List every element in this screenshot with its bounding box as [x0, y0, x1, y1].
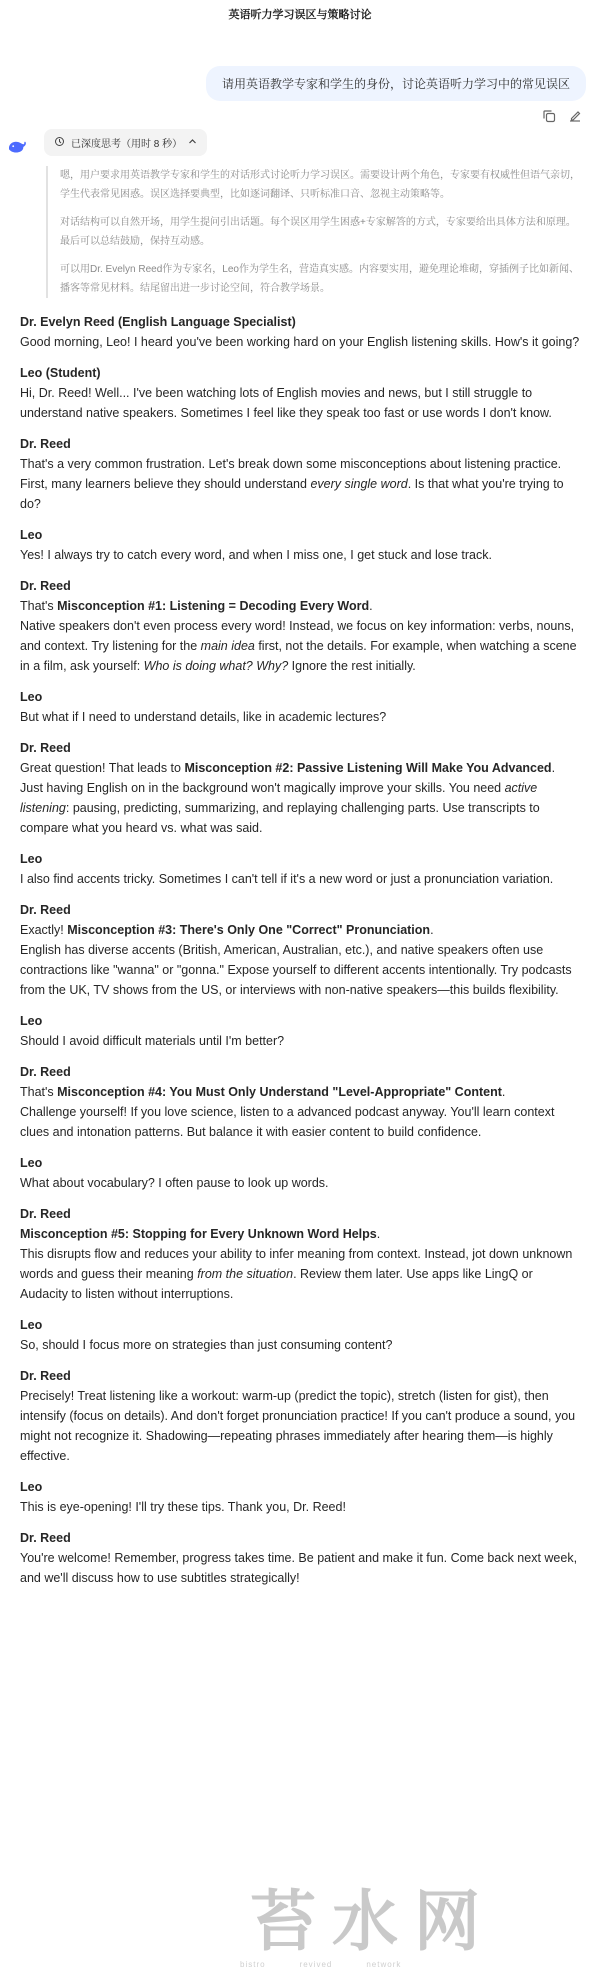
dialogue-line — [20, 383, 582, 423]
speaker-name: Leo — [20, 1014, 43, 1028]
line-text: What about vocabulary? I often pause to look up words. — [20, 1176, 329, 1190]
assistant-message — [0, 123, 600, 1588]
line-text: : pausing, predicting, summarizing, and replaying challenging parts. Use transcripts to compare what you heard vs. what was said. — [20, 801, 540, 835]
misconception-heading: Misconception #4: You Must Only Understand "Level-Appropriate" Content — [57, 1085, 502, 1099]
user-message-actions — [0, 101, 600, 123]
dialogue-line — [20, 454, 582, 514]
emphasis-text: active listening — [20, 781, 538, 815]
line-text: . — [376, 1227, 381, 1241]
line-text: Should I avoid difficult materials until I'm better? — [20, 1034, 285, 1048]
line-text: That's — [20, 1085, 58, 1099]
dialogue-line — [20, 545, 582, 565]
dialogue-line — [20, 332, 582, 352]
watermark-caption-text: network — [366, 1960, 402, 1969]
misconception-heading: Misconception #2: Passive Listening Will Make You Advanced — [184, 761, 552, 775]
dialogue-line — [20, 1102, 582, 1142]
line-text: Hi, Dr. Reed! Well... I've been watching lots of English movies and news, but I still struggle to understand native speakers. Sometimes I feel like they speak too fast or use words I don't know. — [20, 386, 552, 420]
dialogue-turn — [20, 1477, 582, 1517]
line-text: . — [501, 1085, 506, 1099]
speaker-name: Leo — [20, 1156, 43, 1170]
line-text: . Review them later. Use apps like LingQ or Audacity to listen without interruptions. — [20, 1267, 533, 1301]
dialogue-turn — [20, 312, 582, 352]
thinking-label: 已深度思考（用时 8 秒） — [71, 139, 183, 150]
line-text: This is eye-opening! I'll try these tips. Thank you, Dr. Reed! — [20, 1500, 346, 1514]
thinking-icon — [54, 136, 65, 150]
copy-icon[interactable] — [542, 109, 556, 123]
dialogue-turn — [20, 687, 582, 727]
emphasis-text: main idea — [200, 639, 255, 653]
speaker-name: Dr. Evelyn Reed (English Language Specialist) — [20, 315, 296, 329]
line-text: So, should I focus more on strategies than just consuming content? — [20, 1338, 393, 1352]
dialogue-line — [20, 596, 582, 616]
speaker-name: Leo — [20, 1318, 43, 1332]
speaker-name: Dr. Reed — [20, 1369, 71, 1383]
dialogue-turn — [20, 525, 582, 565]
line-text: This disrupts flow and reduces your ability to infer meaning from context. Instead, jot down unknown words and guess their meaning — [20, 1247, 573, 1281]
dialogue-line — [20, 940, 582, 1000]
line-text: Just having English on in the background won't magically improve your skills. You need — [20, 781, 505, 795]
dialogue-line — [20, 1031, 582, 1051]
dialogue-line — [20, 1497, 582, 1517]
dialogue-line — [20, 1244, 582, 1304]
user-message-bubble: 请用英语教学专家和学生的身份，讨论英语听力学习中的常见误区 — [206, 66, 586, 101]
speaker-name: Dr. Reed — [20, 741, 71, 755]
speaker-name: Leo — [20, 1480, 43, 1494]
line-text: . — [551, 761, 556, 775]
line-text: That's a very common frustration. Let's break down some misconceptions about listening practice. First, many learners believe they should understand — [20, 457, 562, 491]
line-text: Exactly! — [20, 923, 68, 937]
dialogue-line — [20, 758, 582, 778]
thinking-paragraph: 对话结构可以自然开场，用学生提问引出话题。每个误区用学生困惑+专家解答的方式，专家要给出具体方法和原理。最后可以总结鼓励，保持互动感。 — [60, 217, 576, 247]
line-text: Great question! That leads to — [20, 761, 185, 775]
line-text: Ignore the rest initially. — [288, 659, 416, 673]
watermark-caption — [240, 1960, 401, 1969]
whale-icon — [6, 135, 28, 157]
speaker-name: Leo — [20, 852, 43, 866]
dialogue-turn — [20, 849, 582, 889]
line-text: Precisely! Treat listening like a workout: warm-up (predict the topic), stretch (listen for gist), then intensify (focus on details). And don't forget pronunciation practice! If you can't produce a sound, you might not recognize it. Shadowing—repeating phrases immediately after hearing them—is highly effective. — [20, 1389, 576, 1463]
line-text: first, not the details. For example, when watching a scene in a film, ask yourself: — [20, 639, 577, 673]
misconception-heading: Misconception #5: Stopping for Every Unknown Word Helps — [20, 1227, 377, 1241]
line-text: You're welcome! Remember, progress takes time. Be patient and make it fun. Come back next week, and we'll discuss how to use subtitles strategically! — [20, 1551, 578, 1585]
line-text: Good morning, Leo! I heard you've been working hard on your English listening skills. How's it going? — [20, 335, 580, 349]
dialogue-turn — [20, 434, 582, 514]
thinking-toggle[interactable] — [44, 129, 207, 156]
dialogue-turn — [20, 900, 582, 1000]
speaker-name: Leo — [20, 690, 43, 704]
emphasis-text: Who is doing what? Why? — [143, 659, 289, 673]
edit-icon[interactable] — [568, 109, 582, 123]
line-text: . — [369, 599, 373, 613]
line-text: Yes! I always try to catch every word, and when I miss one, I get stuck and lose track. — [20, 548, 492, 562]
dialogue-turn — [20, 1011, 582, 1051]
line-text: Challenge yourself! If you love science, listen to a advanced podcast anyway. You'll learn context clues and intonation patterns. But balance it with easier content to build confidence. — [20, 1105, 555, 1139]
speaker-name: Dr. Reed — [20, 579, 71, 593]
thinking-paragraph: 嗯，用户要求用英语教学专家和学生的对话形式讨论听力学习误区。需要设计两个角色，专家要有权威性但语气亲切，学生代表常见困惑。误区选择要典型，比如逐词翻译、只听标准口音、忽视主动策略等。 — [60, 170, 580, 200]
chevron-up-icon — [188, 137, 197, 149]
dialogue-turn — [20, 738, 582, 838]
speaker-name: Leo — [20, 528, 43, 542]
emphasis-text: every single word — [310, 477, 408, 491]
watermark-caption-text: revived — [299, 1960, 333, 1969]
line-text: . — [430, 923, 434, 937]
dialogue-turn — [20, 363, 582, 423]
dialogue-turn — [20, 1528, 582, 1588]
dialogue-turn — [20, 1315, 582, 1355]
site-watermark: 苔水网 — [250, 1883, 496, 1960]
dialogue-line — [20, 1224, 582, 1244]
dialogue-turn — [20, 576, 582, 676]
dialogue-line — [20, 1548, 582, 1588]
dialogue-content — [12, 312, 582, 1588]
thinking-paragraph: 可以用Dr. Evelyn Reed作为专家名，Leo作为学生名，营造真实感。内容要实用，避免理论堆砌，穿插例子比如新闻、播客等常见材料。结尾留出进一步讨论空间，符合教学场景。 — [60, 264, 579, 294]
line-text: I also find accents tricky. Sometimes I can't tell if it's a new word or just a pronunciation variation. — [20, 872, 554, 886]
misconception-heading: Misconception #3: There's Only One "Correct" Pronunciation — [67, 923, 431, 937]
dialogue-line — [20, 707, 582, 727]
speaker-name: Dr. Reed — [20, 1065, 71, 1079]
dialogue-turn — [20, 1062, 582, 1142]
speaker-name: Dr. Reed — [20, 903, 71, 917]
dialogue-line — [20, 616, 582, 676]
user-message-row — [0, 28, 600, 101]
speaker-name: Dr. Reed — [20, 1531, 71, 1545]
dialogue-line — [20, 1082, 582, 1102]
dialogue-line — [20, 1335, 582, 1355]
dialogue-line — [20, 1173, 582, 1193]
dialogue-line — [20, 1386, 582, 1466]
dialogue-turn — [20, 1153, 582, 1193]
dialogue-turn — [20, 1204, 582, 1304]
dialogue-line — [20, 869, 582, 889]
thinking-content — [46, 166, 582, 298]
chat-title: 英语听力学习误区与策略讨论 — [228, 9, 372, 21]
line-text: But what if I need to understand details, like in academic lectures? — [20, 710, 387, 724]
speaker-name: Dr. Reed — [20, 437, 71, 451]
misconception-heading: Misconception #1: Listening = Decoding Every Word — [57, 599, 370, 613]
line-text: Native speakers don't even process every word! Instead, we focus on key information: verbs, nouns, and context. Try listening for the — [20, 619, 575, 653]
line-text: English has diverse accents (British, American, Australian, etc.), and native speakers often use contractions like "wanna" or "gonna." Expose yourself to different accents intentionally. Try podcasts from the UK, TV shows from the US, or interviews with non-native speakers—this builds flexibility. — [20, 943, 572, 997]
line-text: That's — [20, 599, 58, 613]
dialogue-turn — [20, 1366, 582, 1466]
speaker-name: Dr. Reed — [20, 1207, 71, 1221]
line-text: . Is that what you're trying to do? — [20, 477, 564, 511]
speaker-name: Leo (Student) — [20, 366, 101, 380]
emphasis-text: from the situation — [197, 1267, 294, 1281]
dialogue-line — [20, 778, 582, 838]
watermark-caption-text: bistro — [240, 1960, 266, 1969]
dialogue-line — [20, 920, 582, 940]
